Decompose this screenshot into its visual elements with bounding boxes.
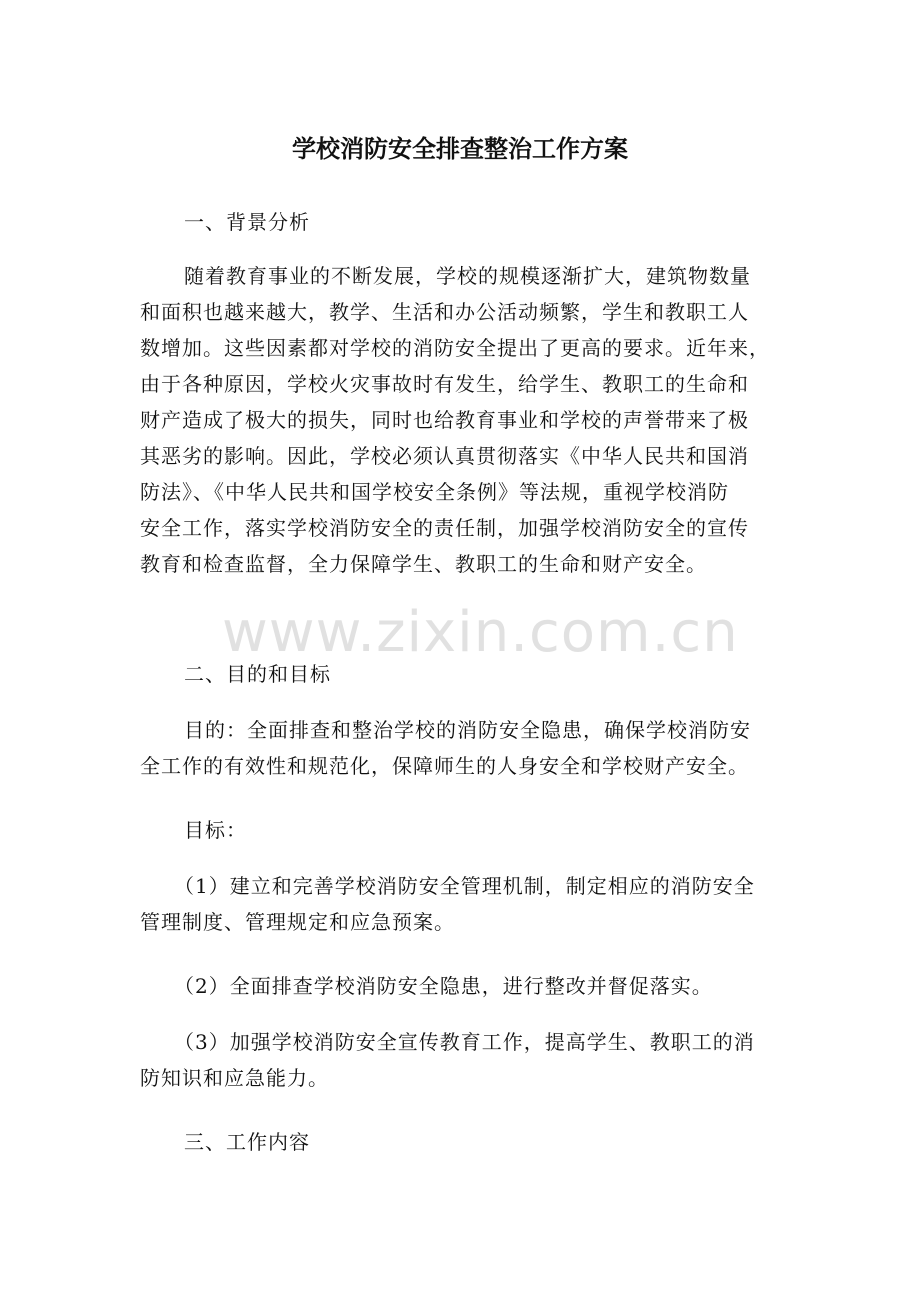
paragraph-line: 安全工作，落实学校消防安全的责任制，加强学校消防安全的宣传	[140, 516, 749, 540]
paragraph-line: 数增加。这些因素都对学校的消防安全提出了更高的要求。近年来，	[140, 336, 770, 360]
paragraph-line: （3）加强学校消防安全宣传教育工作，提高学生、教职工的消	[174, 1030, 755, 1054]
paragraph-line: 和面积也越来越大，教学、生活和办公活动频繁，学生和教职工人	[140, 300, 749, 324]
paragraph-line: 财产造成了极大的损失，同时也给教育事业和学校的声誉带来了极	[140, 408, 749, 432]
goal-label-block	[140, 812, 790, 848]
goal-item-3	[140, 1024, 790, 1096]
paragraph-line: （2）全面排查学校消防安全隐患，进行整改并督促落实。	[174, 974, 713, 998]
document-title: 学校消防安全排查整治工作方案	[292, 135, 628, 163]
section-heading-background	[140, 204, 790, 240]
watermark: www.zixin.com.cn	[222, 600, 739, 665]
paragraph-line: 防知识和应急能力。	[140, 1066, 329, 1090]
section-heading: 一、背景分析	[184, 210, 310, 234]
paragraph-line: 随着教育事业的不断发展，学校的规模逐渐扩大，建筑物数量	[184, 264, 751, 288]
paragraph-line: 教育和检查监督，全力保障学生、教职工的生命和财产安全。	[140, 552, 707, 576]
paragraph-line: 目的：全面排查和整治学校的消防安全隐患，确保学校消防安	[184, 718, 751, 742]
goal-label: 目标：	[184, 818, 247, 842]
goal-item-2	[140, 968, 790, 1004]
background-paragraph	[140, 258, 790, 582]
paragraph-line: （1）建立和完善学校消防安全管理机制，制定相应的消防安全	[174, 874, 755, 898]
paragraph-line: 全工作的有效性和规范化，保障师生的人身安全和学校财产安全。	[140, 754, 749, 778]
paragraph-line: 其恶劣的影响。因此，学校必须认真贯彻落实《中华人民共和国消	[140, 444, 749, 468]
paragraph-line: 管理制度、管理规定和应急预案。	[140, 910, 455, 934]
purpose-paragraph	[140, 712, 790, 784]
goal-item-1	[140, 868, 790, 940]
section-heading: 二、目的和目标	[184, 662, 331, 686]
paragraph-line: 由于各种原因，学校火灾事故时有发生，给学生、教职工的生命和	[140, 372, 749, 396]
section-heading-content	[140, 1124, 790, 1160]
section-heading: 三、工作内容	[184, 1130, 310, 1154]
section-heading-goals	[140, 656, 790, 692]
paragraph-line: 防法》、《中华人民共和国学校安全条例》等法规，重视学校消防	[140, 480, 729, 504]
